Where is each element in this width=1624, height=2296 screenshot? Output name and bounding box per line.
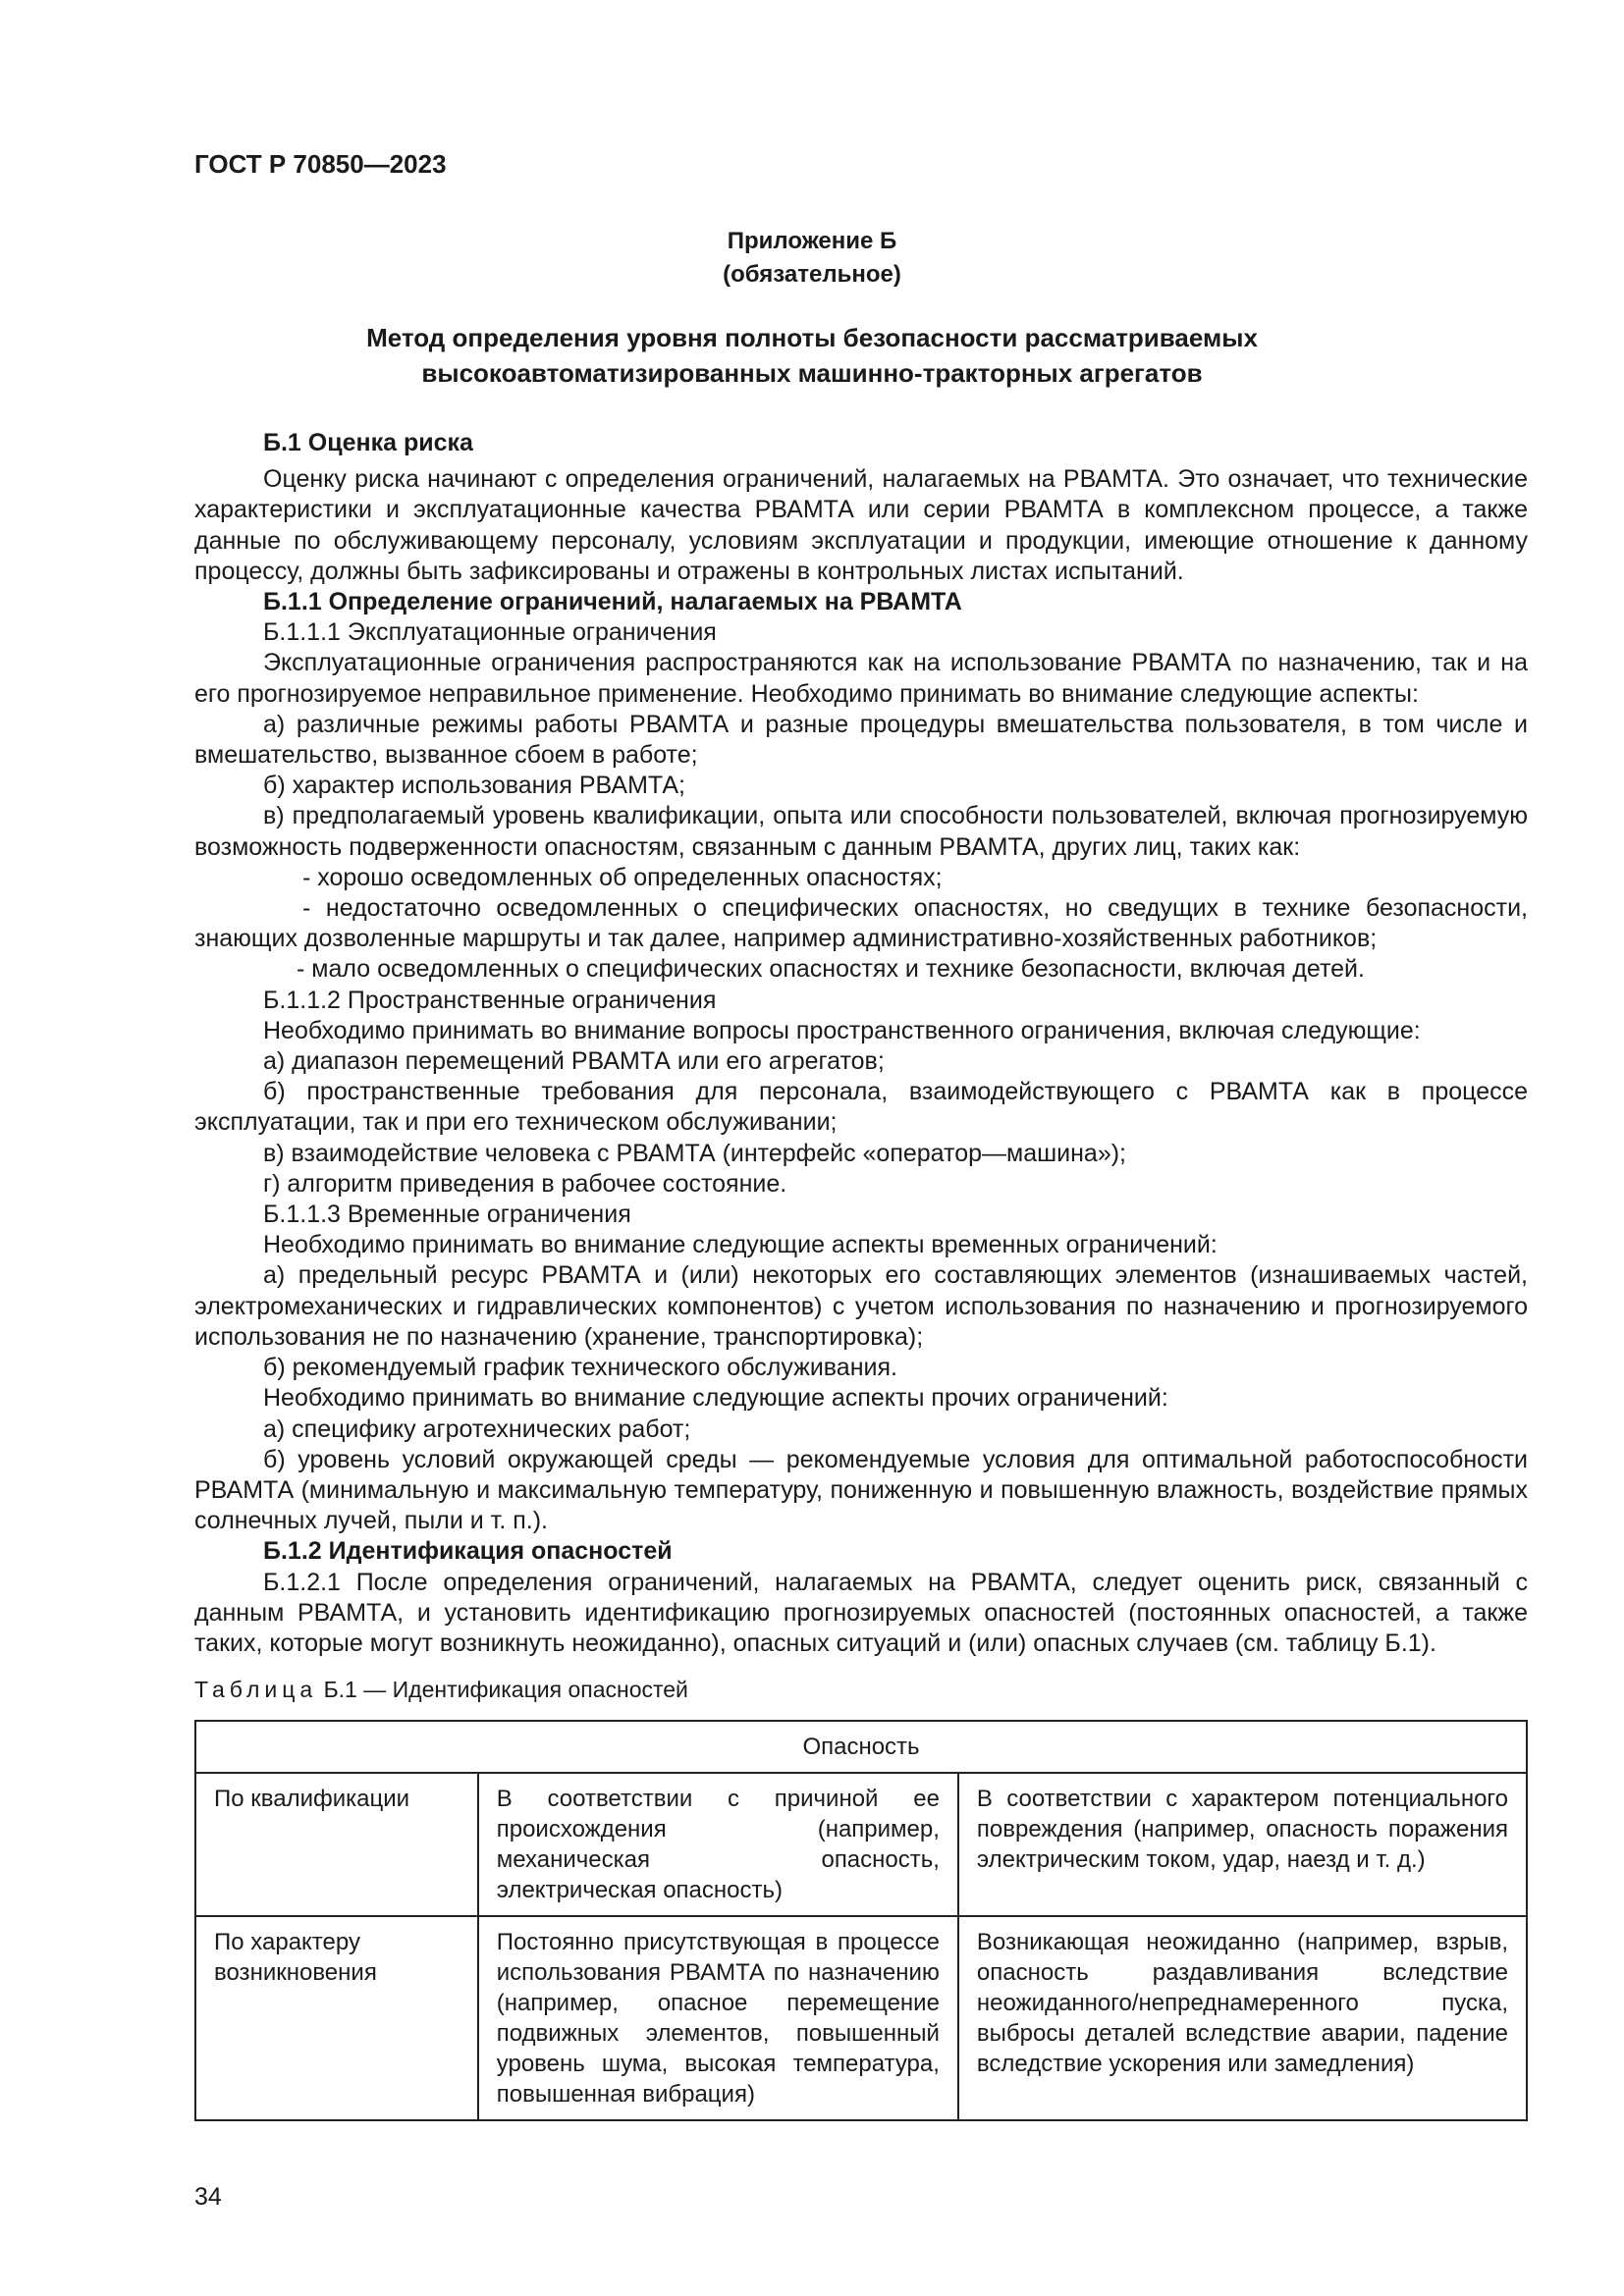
paragraph: Необходимо принимать во внимание следующие аспекты временных ограничений: [263, 1231, 1218, 1259]
list-item: а) предельный ресурс РВАМТА и (или) некоторых его составляющих элементов (изнашиваемых частей, электромеханических и гидравлических компонентов) с учетом использования по назначению и прогнозируемого использования не по назначению (хранение, транспортировка); [194, 1261, 1528, 1351]
subsection-heading: Б.1.1.3 Временные ограничения [263, 1201, 631, 1229]
annex-title-line2: высокоавтоматизированных машинно-тракторных агрегатов [421, 358, 1203, 388]
list-item: б) характер использования РВАМТА; [263, 772, 685, 800]
list-item: а) диапазон перемещений РВАМТА или его агрегатов; [263, 1047, 885, 1076]
table-cell: Возникающая неожиданно (например, взрыв, опасность раздавливания вследствие неожиданного/непреднамеренного пуска, выбросы деталей вследствие аварии, падение вследствие ускорения или замедления) [958, 1916, 1527, 2120]
table-cell: В соответствии с причиной ее происхождения (например, механическая опасность, электрическая опасность) [478, 1773, 958, 1916]
list-item: б) уровень условий окружающей среды — рекомендуемые условия для оптимальной работоспособности РВАМТА (минимальную и максимальную температуру, пониженную и повышенную влажность, воздействие прямых солнечных лучей, пыли и т. п.). [194, 1445, 1528, 1535]
annex-title [0, 320, 1624, 391]
table-cell: В соответствии с характером потенциального повреждения (например, опасность поражения электрическим током, удар, наезд и т. д.) [958, 1773, 1527, 1916]
dash-item: - хорошо осведомленных об определенных опасностях; [302, 863, 943, 891]
table-caption-text: Б.1 — Идентификация опасностей [323, 1677, 688, 1702]
list-item: б) рекомендуемый график технического обслуживания. [263, 1354, 897, 1382]
list-item: в) взаимодействие человека с РВАМТА (интерфейс «оператор—машина»); [263, 1139, 1127, 1167]
subsection-heading: Б.1.1.2 Пространственные ограничения [263, 986, 717, 1014]
paragraph: Необходимо принимать во внимание вопросы пространственного ограничения, включая следующие: [263, 1016, 1421, 1044]
list-item: а) специфику агротехнических работ; [263, 1415, 691, 1443]
table-caption-word: Таблица [194, 1677, 318, 1702]
subsection-heading: Б.1.1.1 Эксплуатационные ограничения [263, 618, 717, 647]
section-heading-b11: Б.1.1 Определение ограничений, налагаемых на РВАМТА [263, 588, 962, 616]
document-header: ГОСТ Р 70850—2023 [194, 149, 447, 179]
table-header-cell: Опасность [195, 1721, 1527, 1773]
section-heading-b12: Б.1.2 Идентификация опасностей [263, 1537, 673, 1566]
annex-title-line1: Метод определения уровня полноты безопасности рассматриваемых [366, 323, 1258, 352]
paragraph: Необходимо принимать во внимание следующие аспекты прочих ограничений: [263, 1384, 1168, 1413]
table-row [195, 1773, 1527, 1916]
annex-label: Приложение Б [727, 228, 897, 254]
list-item: б) пространственные требования для персонала, взаимодействующего с РВАМТА как в процессе эксплуатации, так и при его техническом обслуживании; [194, 1078, 1528, 1137]
paragraph: Эксплуатационные ограничения распространяются как на использование РВАМТА по назначению, так и на его прогнозируемое неправильное применение. Необходимо принимать во внимание следующие аспекты: [194, 649, 1528, 708]
annex-status: (обязательное) [723, 261, 901, 288]
table-cell: Постоянно присутствующая в процессе использования РВАМТА по назначению (например, опасное перемещение подвижных элементов, повышенный уровень шума, высокая температура, повышенная вибрация) [478, 1916, 958, 2120]
table-cell: По квалификации [195, 1773, 478, 1916]
table-caption [194, 1677, 688, 1703]
list-item: а) различные режимы работы РВАМТА и разные процедуры вмешательства пользователя, в том числе и вмешательство, вызванное сбоем в работе; [194, 710, 1528, 770]
dash-item: - мало осведомленных о специфических опасностях и технике безопасности, включая детей. [297, 955, 1365, 984]
table-cell: По характеру возникновения [195, 1916, 478, 2120]
dash-item: - недостаточно осведомленных о специфических опасностях, но сведущих в технике безопасности, знающих дозволенные маршруты и так далее, например административно-хозяйственных работников; [194, 894, 1528, 953]
paragraph: Оценку риска начинают с определения ограничений, налагаемых на РВАМТА. Это означает, что технические характеристики и эксплуатационные качества РВАМТА или серии РВАМТА в комплексном процессе, а также данные по обслуживающему персоналу, условиям эксплуатации и продукции, имеющие отношение к данному процессу, должны быть зафиксированы и отражены в контрольных листах испытаний. [194, 465, 1528, 585]
list-item: в) предполагаемый уровень квалификации, опыта или способности пользователей, включая прогнозируемую возможность подверженности опасностям, связанным с данным РВАМТА, других лиц, таких как: [194, 802, 1528, 861]
table-header-row [195, 1721, 1527, 1773]
page-number: 34 [194, 2183, 222, 2211]
hazard-table [194, 1720, 1528, 2121]
list-item: г) алгоритм приведения в рабочее состояние. [263, 1169, 787, 1198]
paragraph: Б.1.2.1 После определения ограничений, налагаемых на РВАМТА, следует оценить риск, связанный с данным РВАМТА, и установить идентификацию прогнозируемых опасностей (постоянных опасностей, а также таких, которые могут возникнуть неожиданно), опасных ситуаций и (или) опасных случаев (см. таблицу Б.1). [194, 1568, 1528, 1657]
document-body [194, 428, 1528, 1659]
section-heading-b1: Б.1 Оценка риска [263, 429, 473, 456]
table-row [195, 1916, 1527, 2120]
